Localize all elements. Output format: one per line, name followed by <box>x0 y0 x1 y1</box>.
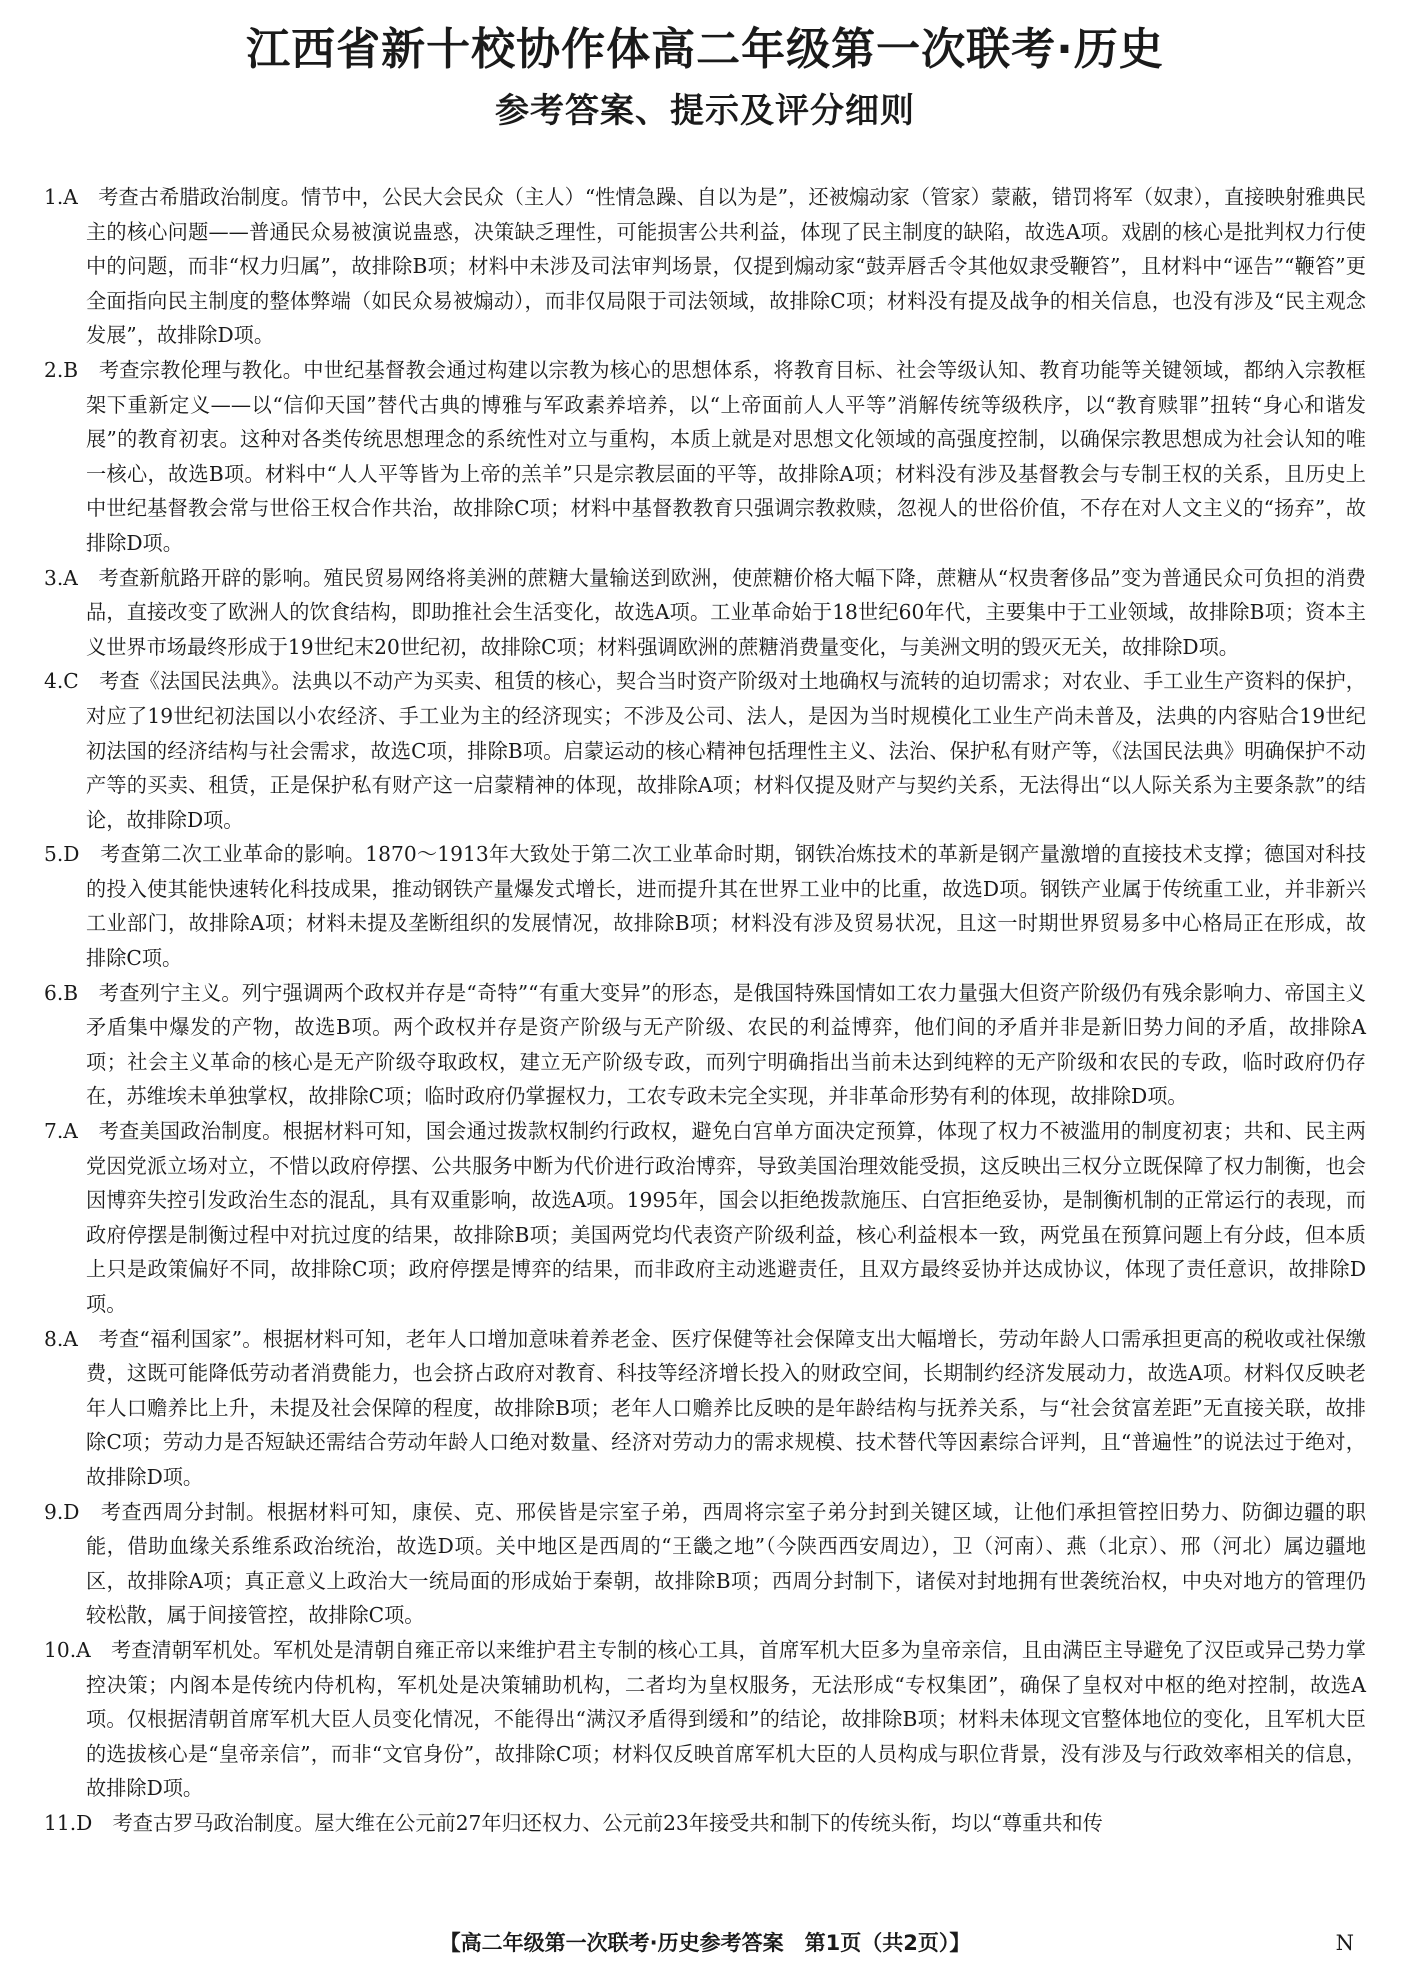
answer-text: 考查“福利国家”。根据材料可知，老年人口增加意味着养老金、医疗保健等社会保障支出大幅增长，劳动年龄人口需承担更高的税收或社保缴费，这既可能降低劳动者消费能力，也会挤占政府对教育、科技等经济增长投入的财政空间，长期制约经济发展动力，故选A项。材料仅反映老年人口赡养比上升，未提及社会保障的程度，故排除B项；老年人口赡养比反映的是年龄结构与抚养关系，与“社会贫富差距”无直接关联，故排除C项；劳动力是否短缺还需结合劳动年龄人口绝对数量、经济对劳动力的需求规模、技术替代等因素综合评判，且“普遍性”的说法过于绝对，故排除D项。 <box>86 1326 1366 1489</box>
answer-text: 考查美国政治制度。根据材料可知，国会通过拨款权制约行政权，避免白宫单方面决定预算，体现了权力不被滥用的制度初衷；共和、民主两党因党派立场对立，不惜以政府停摆、公共服务中断为代价进行政治博弈，导致美国治理效能受损，这反映出三权分立既保障了权力制衡，也会因博弈失控引发政治生态的混乱，具有双重影响，故选A项。1995年，国会以拒绝拨款施压、白宫拒绝妥协，是制衡机制的正常运行的表现，而政府停摆是制衡过程中对抗过度的结果，故排除B项；美国两党均代表资产阶级利益，核心利益根本一致，两党虽在预算问题上有分歧，但本质上只是政策偏好不同，故排除C项；政府停摆是博弈的结果，而非政府主动逃避责任，且双方最终妥协并达成协议，体现了责任意识，故排除D项。 <box>86 1119 1366 1316</box>
answer-text: 考查宗教伦理与教化。中世纪基督教会通过构建以宗教为核心的思想体系，将教育目标、社会等级认知、教育功能等关键领域，都纳入宗教框架下重新定义——以“信仰天国”替代古典的博雅与军政素养培养，以“上帝面前人人平等”消解传统等级秩序，以“教育赎罪”扭转“身心和谐发展”的教育初衷。这种对各类传统思想理念的系统性对立与重构，本质上就是对思想文化领域的高强度控制，以确保宗教思想成为社会认知的唯一核心，故选B项。材料中“人人平等皆为上帝的羔羊”只是宗教层面的平等，故排除A项；材料没有涉及基督教会与专制王权的关系，且历史上中世纪基督教会常与世俗王权合作共治，故排除C项；材料中基督教教育只强调宗教救赎，忽视人的世俗价值，不存在对人文主义的“扬弃”，故排除D项。 <box>86 357 1366 555</box>
answer-item-8 <box>44 1322 1366 1495</box>
answer-text: 考查《法国民法典》。法典以不动产为买卖、租赁的核心，契合当时资产阶级对土地确权与流转的迫切需求；对农业、手工业生产资料的保护，对应了19世纪初法国以小农经济、手工业为主的经济现实；不涉及公司、法人，是因为当时规模化工业生产尚未普及，法典的内容贴合19世纪初法国的经济结构与社会需求，故选C项，排除B项。启蒙运动的核心精神包括理性主义、法治、保护私有财产等，《法国民法典》明确保护不动产等的买卖、租赁，正是保护私有财产这一启蒙精神的体现，故排除A项；材料仅提及财产与契约关系，无法得出“以人际关系为主要条款”的结论，故排除D项。 <box>86 669 1366 832</box>
answer-text: 考查清朝军机处。军机处是清朝自雍正帝以来维护君主专制的核心工具，首席军机大臣多为皇帝亲信，且由满臣主导避免了汉臣或异己势力掌控决策；内阁本是传统内侍机构，军机处是决策辅助机构，二者均为皇权服务，无法形成“专权集团”，确保了皇权对中枢的绝对控制，故选A项。仅根据清朝首席军机大臣人员变化情况，不能得出“满汉矛盾得到缓和”的结论，故排除B项；材料未体现文官整体地位的变化，且军机大臣的选拔核心是“皇帝亲信”，而非“文官身份”，故排除C项；材料仅反映首席军机大臣的人员构成与职位背景，没有涉及与行政效率相关的信息，故排除D项。 <box>86 1637 1366 1801</box>
answer-number: 6.B <box>44 980 79 1005</box>
answer-item-10 <box>44 1633 1366 1806</box>
answer-number: 5.D <box>44 842 80 867</box>
answer-item-1 <box>44 180 1366 353</box>
document-title: 江西省新十校协作体高二年级第一次联考·历史 <box>246 24 1164 75</box>
answer-text: 考查古罗马政治制度。屋大维在公元前27年归还权力、公元前23年接受共和制下的传统头衔，均以“尊重共和传 <box>112 1810 1103 1835</box>
page-footer: 【高二年级第一次联考·历史参考答案 第1页（共2页）】 <box>439 1931 971 1955</box>
answer-text: 考查列宁主义。列宁强调两个政权并存是“奇特”“有重大变异”的形态，是俄国特殊国情如工农力量强大但资产阶级仍有残余影响力、帝国主义矛盾集中爆发的产物，故选B项。两个政权并存是资产阶级与无产阶级、农民的利益博弈，他们间的矛盾并非是新旧势力间的矛盾，故排除A项；社会主义革命的核心是无产阶级夺取政权，建立无产阶级专政，而列宁明确指出当前未达到纯粹的无产阶级和农民的专政，临时政府仍存在，苏维埃未单独掌权，故排除C项；临时政府仍掌握权力，工农专政未完全实现，并非革命形势有利的体现，故排除D项。 <box>86 980 1366 1109</box>
answer-text: 考查古希腊政治制度。情节中，公民大会民众（主人）“性情急躁、自以为是”，还被煽动家（管家）蒙蔽，错罚将军（奴隶），直接映射雅典民主的核心问题——普通民众易被演说蛊惑，决策缺乏理性，可能损害公共利益，体现了民主制度的缺陷，故选A项。戏剧的核心是批判权力行使中的问题，而非“权力归属”，故排除B项；材料中未涉及司法审判场景，仅提到煽动家“鼓弄唇舌令其他奴隶受鞭笞”，且材料中“诬告”“鞭笞”更全面指向民主制度的整体弊端（如民众易被煽动），而非仅局限于司法领域，故排除C项；材料没有提及战争的相关信息，也没有涉及“民主观念发展”，故排除D项。 <box>86 185 1366 348</box>
answer-text: 考查第二次工业革命的影响。1870～1913年大致处于第二次工业革命时期，钢铁冶炼技术的革新是钢产量激增的直接技术支撑；德国对科技的投入使其能快速转化科技成果，推动钢铁产量爆发式增长，进而提升其在世界工业中的比重，故选D项。钢铁产业属于传统重工业，并非新兴工业部门，故排除A项；材料未提及垄断组织的发展情况，故排除B项；材料没有涉及贸易状况，且这一时期世界贸易多中心格局正在形成，故排除C项。 <box>86 842 1366 971</box>
answer-number: 2.B <box>44 357 79 382</box>
answer-number: 9.D <box>44 1499 80 1524</box>
answer-number: 1.A <box>44 185 78 209</box>
answer-number: 3.A <box>44 565 78 590</box>
answer-item-4 <box>44 664 1366 837</box>
footer-version-mark: N <box>1335 1931 1354 1955</box>
answer-number: 8.A <box>44 1326 78 1351</box>
answer-text: 考查新航路开辟的影响。殖民贸易网络将美洲的蔗糖大量输送到欧洲，使蔗糖价格大幅下降，蔗糖从“权贵奢侈品”变为普通民众可负担的消费品，直接改变了欧洲人的饮食结构，即助推社会生活变化，故选A项。工业革命始于18世纪60年代，主要集中于工业领域，故排除B项；资本主义世界市场最终形成于19世纪末20世纪初，故排除C项；材料强调欧洲的蔗糖消费量变化，与美洲文明的毁灭无关，故排除D项。 <box>86 565 1366 659</box>
answer-number: 10.A <box>44 1637 91 1662</box>
answer-item-3 <box>44 561 1366 665</box>
answer-item-7 <box>44 1114 1366 1322</box>
answer-item-6 <box>44 976 1366 1114</box>
document-subtitle: 参考答案、提示及评分细则 <box>495 91 915 131</box>
answer-item-5 <box>44 837 1366 975</box>
answer-item-9 <box>44 1495 1366 1633</box>
answer-number: 7.A <box>44 1119 78 1144</box>
answer-text: 考查西周分封制。根据材料可知，康侯、克、邢侯皆是宗室子弟，西周将宗室子弟分封到关键区域，让他们承担管控旧势力、防御边疆的职能，借助血缘关系维系政治统治，故选D项。关中地区是西周的“王畿之地”（今陕西西安周边），卫（河南）、燕（北京）、邢（河北）属边疆地区，故排除A项；真正意义上政治大一统局面的形成始于秦朝，故排除B项；西周分封制下，诸侯对封地拥有世袭统治权，中央对地方的管理仍较松散，属于间接管控，故排除C项。 <box>86 1499 1366 1628</box>
answer-item-2 <box>44 353 1366 561</box>
answer-number: 11.D <box>44 1810 93 1835</box>
answer-list <box>44 180 1366 1841</box>
answer-number: 4.C <box>44 669 79 694</box>
answer-item-11 <box>44 1806 1366 1841</box>
